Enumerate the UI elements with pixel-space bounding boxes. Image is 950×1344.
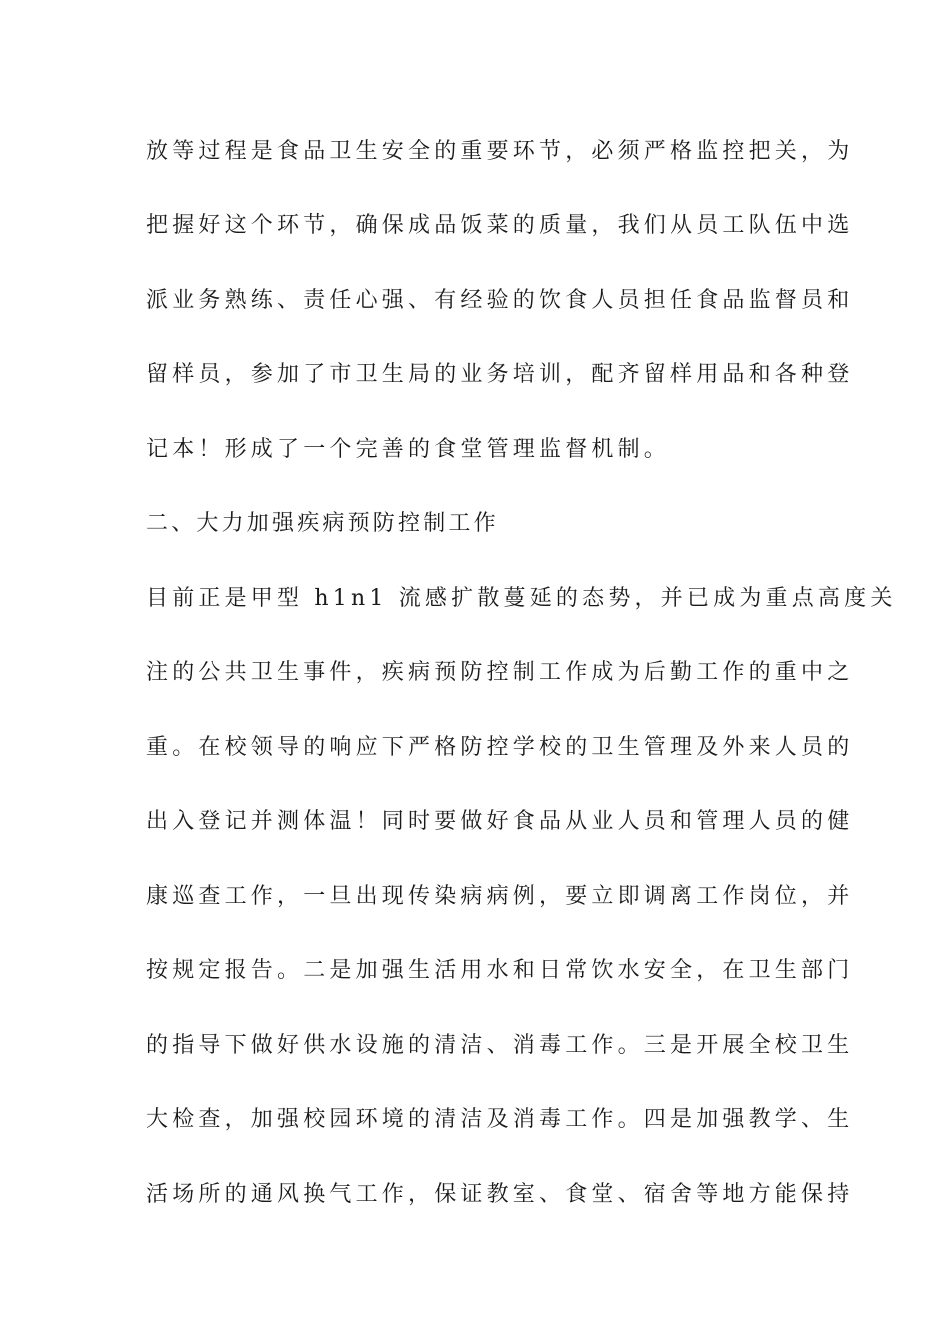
- paragraph-line: 记本！形成了一个完善的食堂管理监督机制。: [146, 437, 671, 462]
- paragraph-line: 大检查，加强校园环境的清洁及消毒工作。四是加强教学、生: [146, 1107, 854, 1132]
- paragraph-line: 注的公共卫生事件，疾病预防控制工作成为后勤工作的重中之: [146, 660, 854, 685]
- paragraph-line: 留样员，参加了市卫生局的业务培训，配齐留样用品和各种登: [146, 362, 854, 387]
- paragraph-line: 的指导下做好供水设施的清洁、消毒工作。三是开展全校卫生: [146, 1033, 854, 1058]
- paragraph-line: 重。在校领导的响应下严格防控学校的卫生管理及外来人员的: [146, 735, 854, 760]
- paragraph-line: 派业务熟练、责任心强、有经验的饮食人员担任食品监督员和: [146, 288, 854, 313]
- section-heading: 二、大力加强疾病预防控制工作: [146, 511, 499, 536]
- paragraph-line: 放等过程是食品卫生安全的重要环节，必须严格监控把关，为: [146, 139, 854, 164]
- paragraph-line: 活场所的通风换气工作，保证教室、食堂、宿舍等地方能保持: [146, 1182, 854, 1207]
- paragraph-line: 目前正是甲型 h1n1 流感扩散蔓延的态势，并已成为重点高度关: [146, 586, 897, 611]
- paragraph-line: 按规定报告。二是加强生活用水和日常饮水安全，在卫生部门: [146, 958, 854, 983]
- paragraph-line: 康巡查工作，一旦出现传染病病例，要立即调离工作岗位，并: [146, 884, 854, 909]
- paragraph-line: 把握好这个环节，确保成品饭菜的质量，我们从员工队伍中选: [146, 213, 854, 238]
- paragraph-line: 出入登记并测体温！同时要做好食品从业人员和管理人员的健: [146, 809, 854, 834]
